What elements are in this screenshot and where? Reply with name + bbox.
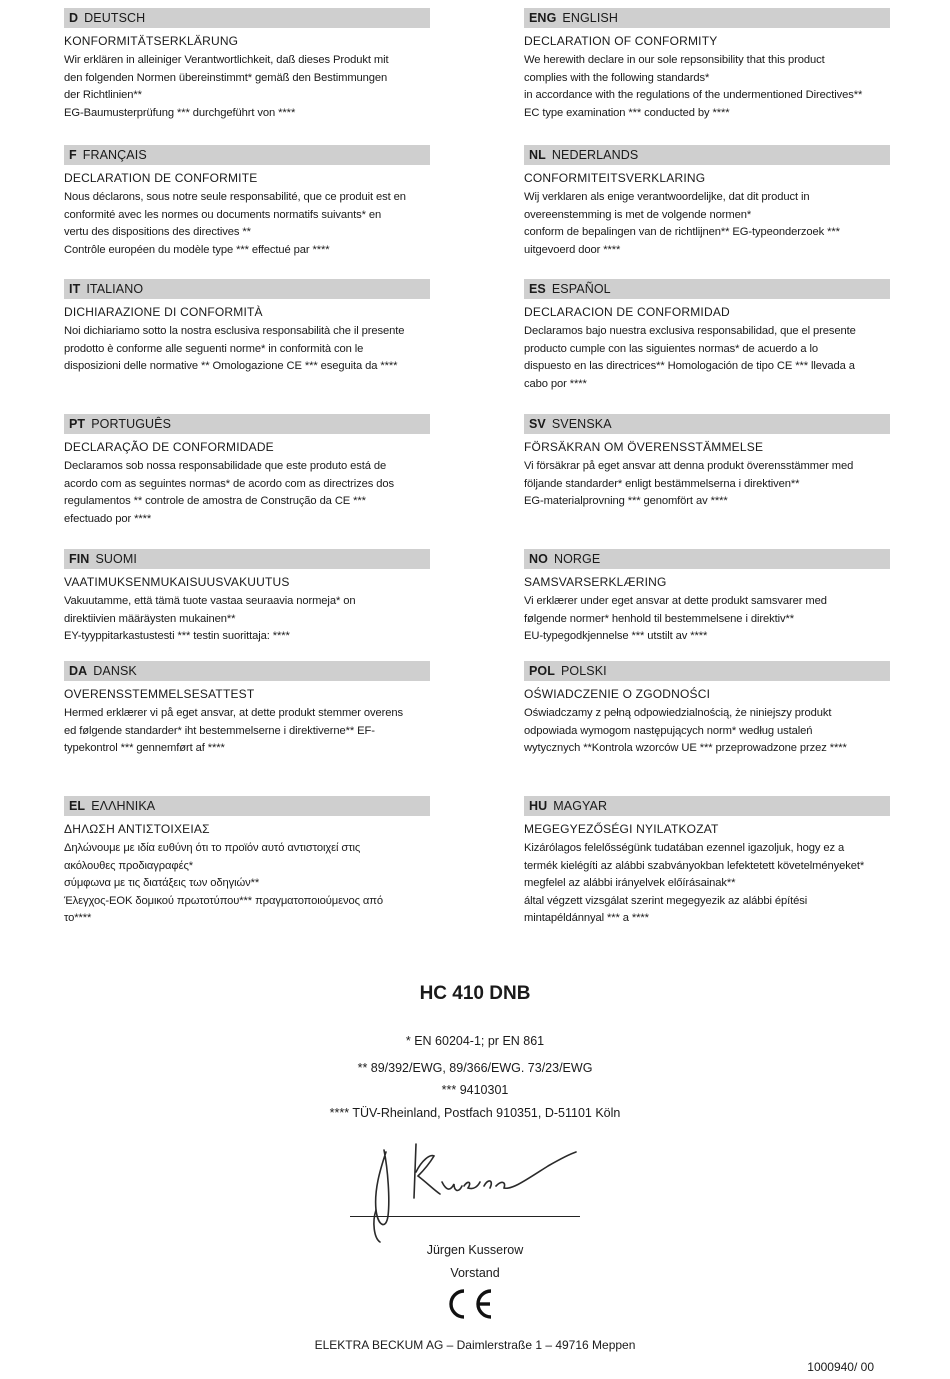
text-line: ed følgende standarder* iht bestemmelserne i direktiverne** EF- <box>64 724 375 737</box>
text-line: Vakuutamme, että tämä tuote vastaa seuraavia normeja* on <box>64 595 356 607</box>
language-name: FRANÇAIS <box>82 148 147 162</box>
text-line: Oświadczamy z pełną odpowiedzialnością, że niniejszy produkt <box>524 707 832 719</box>
language-code: D <box>69 11 79 25</box>
section-header <box>64 8 430 28</box>
test-body-line: **** TÜV-Rheinland, Postfach 910351, D-51101 Köln <box>329 1106 621 1120</box>
language-name: ΕΛΛΗΝΙΚΑ <box>91 799 156 813</box>
text-line: conformité avec les normes ou documents normatifs suivants* en <box>64 208 382 221</box>
text-line: Nous déclarons, sous notre seule responsabilité, que ce produit est en <box>64 191 406 203</box>
certificate-line: *** 9410301 <box>441 1083 509 1097</box>
section-header <box>524 279 890 299</box>
section-no <box>524 549 890 661</box>
text-line: termék kielégíti az alábbi szabványokban lefektetett követelményeket* <box>524 859 865 872</box>
language-name: POLSKI <box>561 664 607 678</box>
text-line: typekontrol *** gennemført af **** <box>64 742 225 755</box>
text-line: vertu des dispositions des directives ** <box>64 226 251 239</box>
language-code: SV <box>529 417 546 431</box>
text-line: mintapéldánnyal *** a **** <box>524 912 649 925</box>
text-line: regulamentos ** controle de amostra de Construção da CE *** <box>64 495 366 508</box>
section-sv <box>524 414 890 549</box>
section-text <box>64 52 430 122</box>
ce-mark-icon <box>440 1286 496 1322</box>
text-line: den folgenden Normen übereinstimmt* gemäß den Bestimmungen <box>64 71 388 84</box>
text-line: odpowiada wymogom następujących norm* według ustaleń <box>524 724 813 737</box>
section-title: KONFORMITÄTSERKLÄRUNG <box>64 34 239 48</box>
text-line: complies with the following standards* <box>524 71 710 84</box>
text-line: prodotto è conforme alle seguenti norme* in conformità con le <box>64 342 364 355</box>
section-text <box>64 189 430 259</box>
section-row <box>64 796 890 936</box>
text-line: Wij verklaren als enige verantwoordelijke, dat dit product in <box>524 191 810 203</box>
text-line: Declaramos bajo nuestra exclusiva responsabilidad, que el presente <box>524 325 856 337</box>
language-name: SVENSKA <box>551 417 612 431</box>
language-name: NEDERLANDS <box>551 148 639 162</box>
section-row <box>64 145 890 279</box>
text-line: direktiivien määräysten mukainen** <box>64 612 236 625</box>
section-text <box>524 458 890 511</box>
text-line: disposizioni delle normative ** Omologazione CE *** eseguita da **** <box>64 360 398 373</box>
section-title: CONFORMITEITSVERKLARING <box>524 171 706 185</box>
section-row <box>64 8 890 145</box>
section-text <box>524 189 890 259</box>
text-line: overeenstemming is met de volgende normen* <box>524 208 752 221</box>
section-text <box>524 52 890 122</box>
language-name: MAGYAR <box>553 799 608 813</box>
text-line: Hermed erklærer vi på eget ansvar, at dette produkt stemmer overens <box>64 707 404 719</box>
language-name: DANSK <box>93 664 137 678</box>
text-line: efectuado por **** <box>64 512 152 525</box>
section-text <box>524 323 890 393</box>
section-fr <box>64 145 430 279</box>
section-header <box>64 145 430 165</box>
section-text <box>524 593 890 646</box>
section-text <box>64 323 430 376</box>
text-line: megfelel az alábbi irányelvek előírásainak** <box>524 877 736 890</box>
language-code: DA <box>69 664 88 678</box>
section-de <box>64 8 430 145</box>
section-header <box>524 414 890 434</box>
section-text <box>64 705 430 758</box>
language-code: ENG <box>529 11 557 25</box>
text-line: EG-Baumusterprüfung *** durchgeführt von **** <box>64 106 296 119</box>
text-line: EC type examination *** conducted by **** <box>524 106 730 119</box>
language-name: ITALIANO <box>86 282 144 296</box>
section-header <box>64 549 430 569</box>
text-line: uitgevoerd door **** <box>524 243 621 256</box>
standard-line: * EN 60204-1; pr EN 861 <box>405 1034 545 1048</box>
text-line: EU-typegodkjennelse *** utstilt av **** <box>524 630 708 643</box>
text-line: által végzett vizsgálat szerint megegyezik az alábbi építési <box>524 894 808 907</box>
signature <box>350 1130 580 1250</box>
signatory-role: Vorstand <box>450 1266 500 1280</box>
text-line: cabo por **** <box>524 377 587 390</box>
language-code: NO <box>529 552 548 566</box>
section-da <box>64 661 430 796</box>
section-header <box>64 661 430 681</box>
text-line: σύμφωνα με τις διατάξεις των οδηγιών** <box>64 877 260 890</box>
section-el <box>64 796 430 936</box>
text-line: Έλεγχος-ΕΟΚ δομικού πρωτοτύπου*** πραγματοποιούμενος από <box>64 894 384 907</box>
section-title: OVERENSSTEMMELSESATTEST <box>64 687 255 701</box>
document-number: 1000940/ 00 <box>807 1360 874 1374</box>
language-name: NORGE <box>553 552 601 566</box>
text-line: Vi försäkrar på eget ansvar att denna produkt överensstämmer med <box>524 460 854 472</box>
section-en <box>524 8 890 145</box>
section-title: SAMSVARSERKLÆRING <box>524 575 667 589</box>
section-title: DECLARATION DE CONFORMITE <box>64 171 258 185</box>
section-header <box>524 549 890 569</box>
text-line: acordo com as seguintes normas* de acordo com as directrizes dos <box>64 477 395 490</box>
language-code: ES <box>529 282 546 296</box>
section-title: MEGEGYEZŐSÉGI NYILATKOZAT <box>524 822 719 836</box>
section-hu <box>524 796 890 936</box>
text-line: der Richtlinien** <box>64 89 142 102</box>
language-code: EL <box>69 799 86 813</box>
company-address: ELEKTRA BECKUM AG – Daimlerstraße 1 – 49716 Meppen <box>314 1338 636 1352</box>
text-line: följande standarder* enligt bestämmelserna i direktiven** <box>524 477 800 490</box>
language-code: FIN <box>69 552 90 566</box>
model-name: HC 410 DNB <box>419 983 531 1004</box>
text-line: Kizárólagos felelősségünk tudatában ezennel igazoljuk, hogy ez a <box>524 842 845 854</box>
section-header <box>524 796 890 816</box>
language-code: HU <box>529 799 548 813</box>
section-nl <box>524 145 890 279</box>
text-line: Noi dichiariamo sotto la nostra esclusiva responsabilità che il presente <box>64 325 405 337</box>
section-row <box>64 661 890 796</box>
section-title: DECLARATION OF CONFORMITY <box>524 34 718 48</box>
text-line: Δηλώνουμε με ιδία ευθύνη ότι το προϊόν αυτό αντιστοιχεί στις <box>64 842 361 854</box>
section-row <box>64 414 890 549</box>
section-text <box>64 458 430 528</box>
text-line: Declaramos sob nossa responsabilidade que este produto está de <box>64 460 387 472</box>
text-line: EY-tyyppitarkastustesti *** testin suorittaja: **** <box>64 630 290 643</box>
text-line: ακόλουθες προδιαγραφές* <box>64 859 194 872</box>
language-name: SUOMI <box>95 552 137 566</box>
section-header <box>64 796 430 816</box>
text-line: conform de bepalingen van de richtlijnen** EG-typeonderzoek *** <box>524 226 840 239</box>
text-line: dispuesto en las directrices** Homologación de tipo CE *** llevada a <box>524 360 855 373</box>
language-code: F <box>69 148 77 162</box>
section-title: VAATIMUKSENMUKAISUUSVAKUUTUS <box>64 575 290 589</box>
section-it <box>64 279 430 414</box>
language-code: PT <box>69 417 86 431</box>
language-name: PORTUGUÊS <box>91 417 172 431</box>
section-fi <box>64 549 430 661</box>
section-text <box>524 705 890 758</box>
language-code: NL <box>529 148 546 162</box>
section-title: DECLARACION DE CONFORMIDAD <box>524 305 730 319</box>
section-row <box>64 549 890 661</box>
language-code: IT <box>69 282 81 296</box>
text-line: Contrôle européen du modèle type *** effectué par **** <box>64 243 330 256</box>
section-header <box>524 8 890 28</box>
text-line: in accordance with the regulations of the undermentioned Directives** <box>524 89 863 102</box>
section-header <box>524 661 890 681</box>
text-line: EG-materialprovning *** genomfört av **** <box>524 495 728 508</box>
section-text <box>64 593 430 646</box>
section-title: DECLARAÇÃO DE CONFORMIDADE <box>64 440 274 454</box>
section-title: FÖRSÄKRAN OM ÖVERENSSTÄMMELSE <box>524 440 764 454</box>
section-pl <box>524 661 890 796</box>
text-line: producto cumple con las siguientes normas* de acuerdo a lo <box>524 342 818 355</box>
section-text <box>64 840 430 928</box>
section-es <box>524 279 890 414</box>
language-name: ENGLISH <box>562 11 618 25</box>
section-header <box>64 279 430 299</box>
signature-line <box>350 1216 580 1217</box>
text-line: το**** <box>64 912 92 925</box>
text-line: Wir erklären in alleiniger Verantwortlichkeit, daß dieses Produkt mit <box>64 54 389 66</box>
section-pt <box>64 414 430 549</box>
section-header <box>524 145 890 165</box>
section-header <box>64 414 430 434</box>
text-line: følgende normer* henhold til bestemmelsene i direktiv** <box>524 612 794 625</box>
language-name: ESPAÑOL <box>551 282 611 296</box>
language-name: DEUTSCH <box>84 11 146 25</box>
section-title: ΔΗΛΩΣΗ ΑΝΤΙΣΤΟΙΧΕΙΑΣ <box>64 822 210 836</box>
text-line: Vi erklærer under eget ansvar at dette produkt samsvarer med <box>524 595 827 607</box>
text-line: We herewith declare in our sole repsonsibility that this product <box>524 54 825 66</box>
signatory-name: Jürgen Kusserow <box>426 1243 524 1257</box>
declaration-grid <box>64 8 890 936</box>
section-title: DICHIARAZIONE DI CONFORMITÀ <box>64 305 263 319</box>
section-row <box>64 279 890 414</box>
section-text <box>524 840 890 928</box>
text-line: wytycznych **Kontrola wzorców UE *** przeprowadzone przez **** <box>524 742 847 755</box>
directive-line: ** 89/392/EWG, 89/366/EWG. 73/23/EWG <box>357 1061 593 1075</box>
language-code: POL <box>529 664 555 678</box>
section-title: OŚWIADCZENIE O ZGODNOŚCI <box>524 687 711 701</box>
